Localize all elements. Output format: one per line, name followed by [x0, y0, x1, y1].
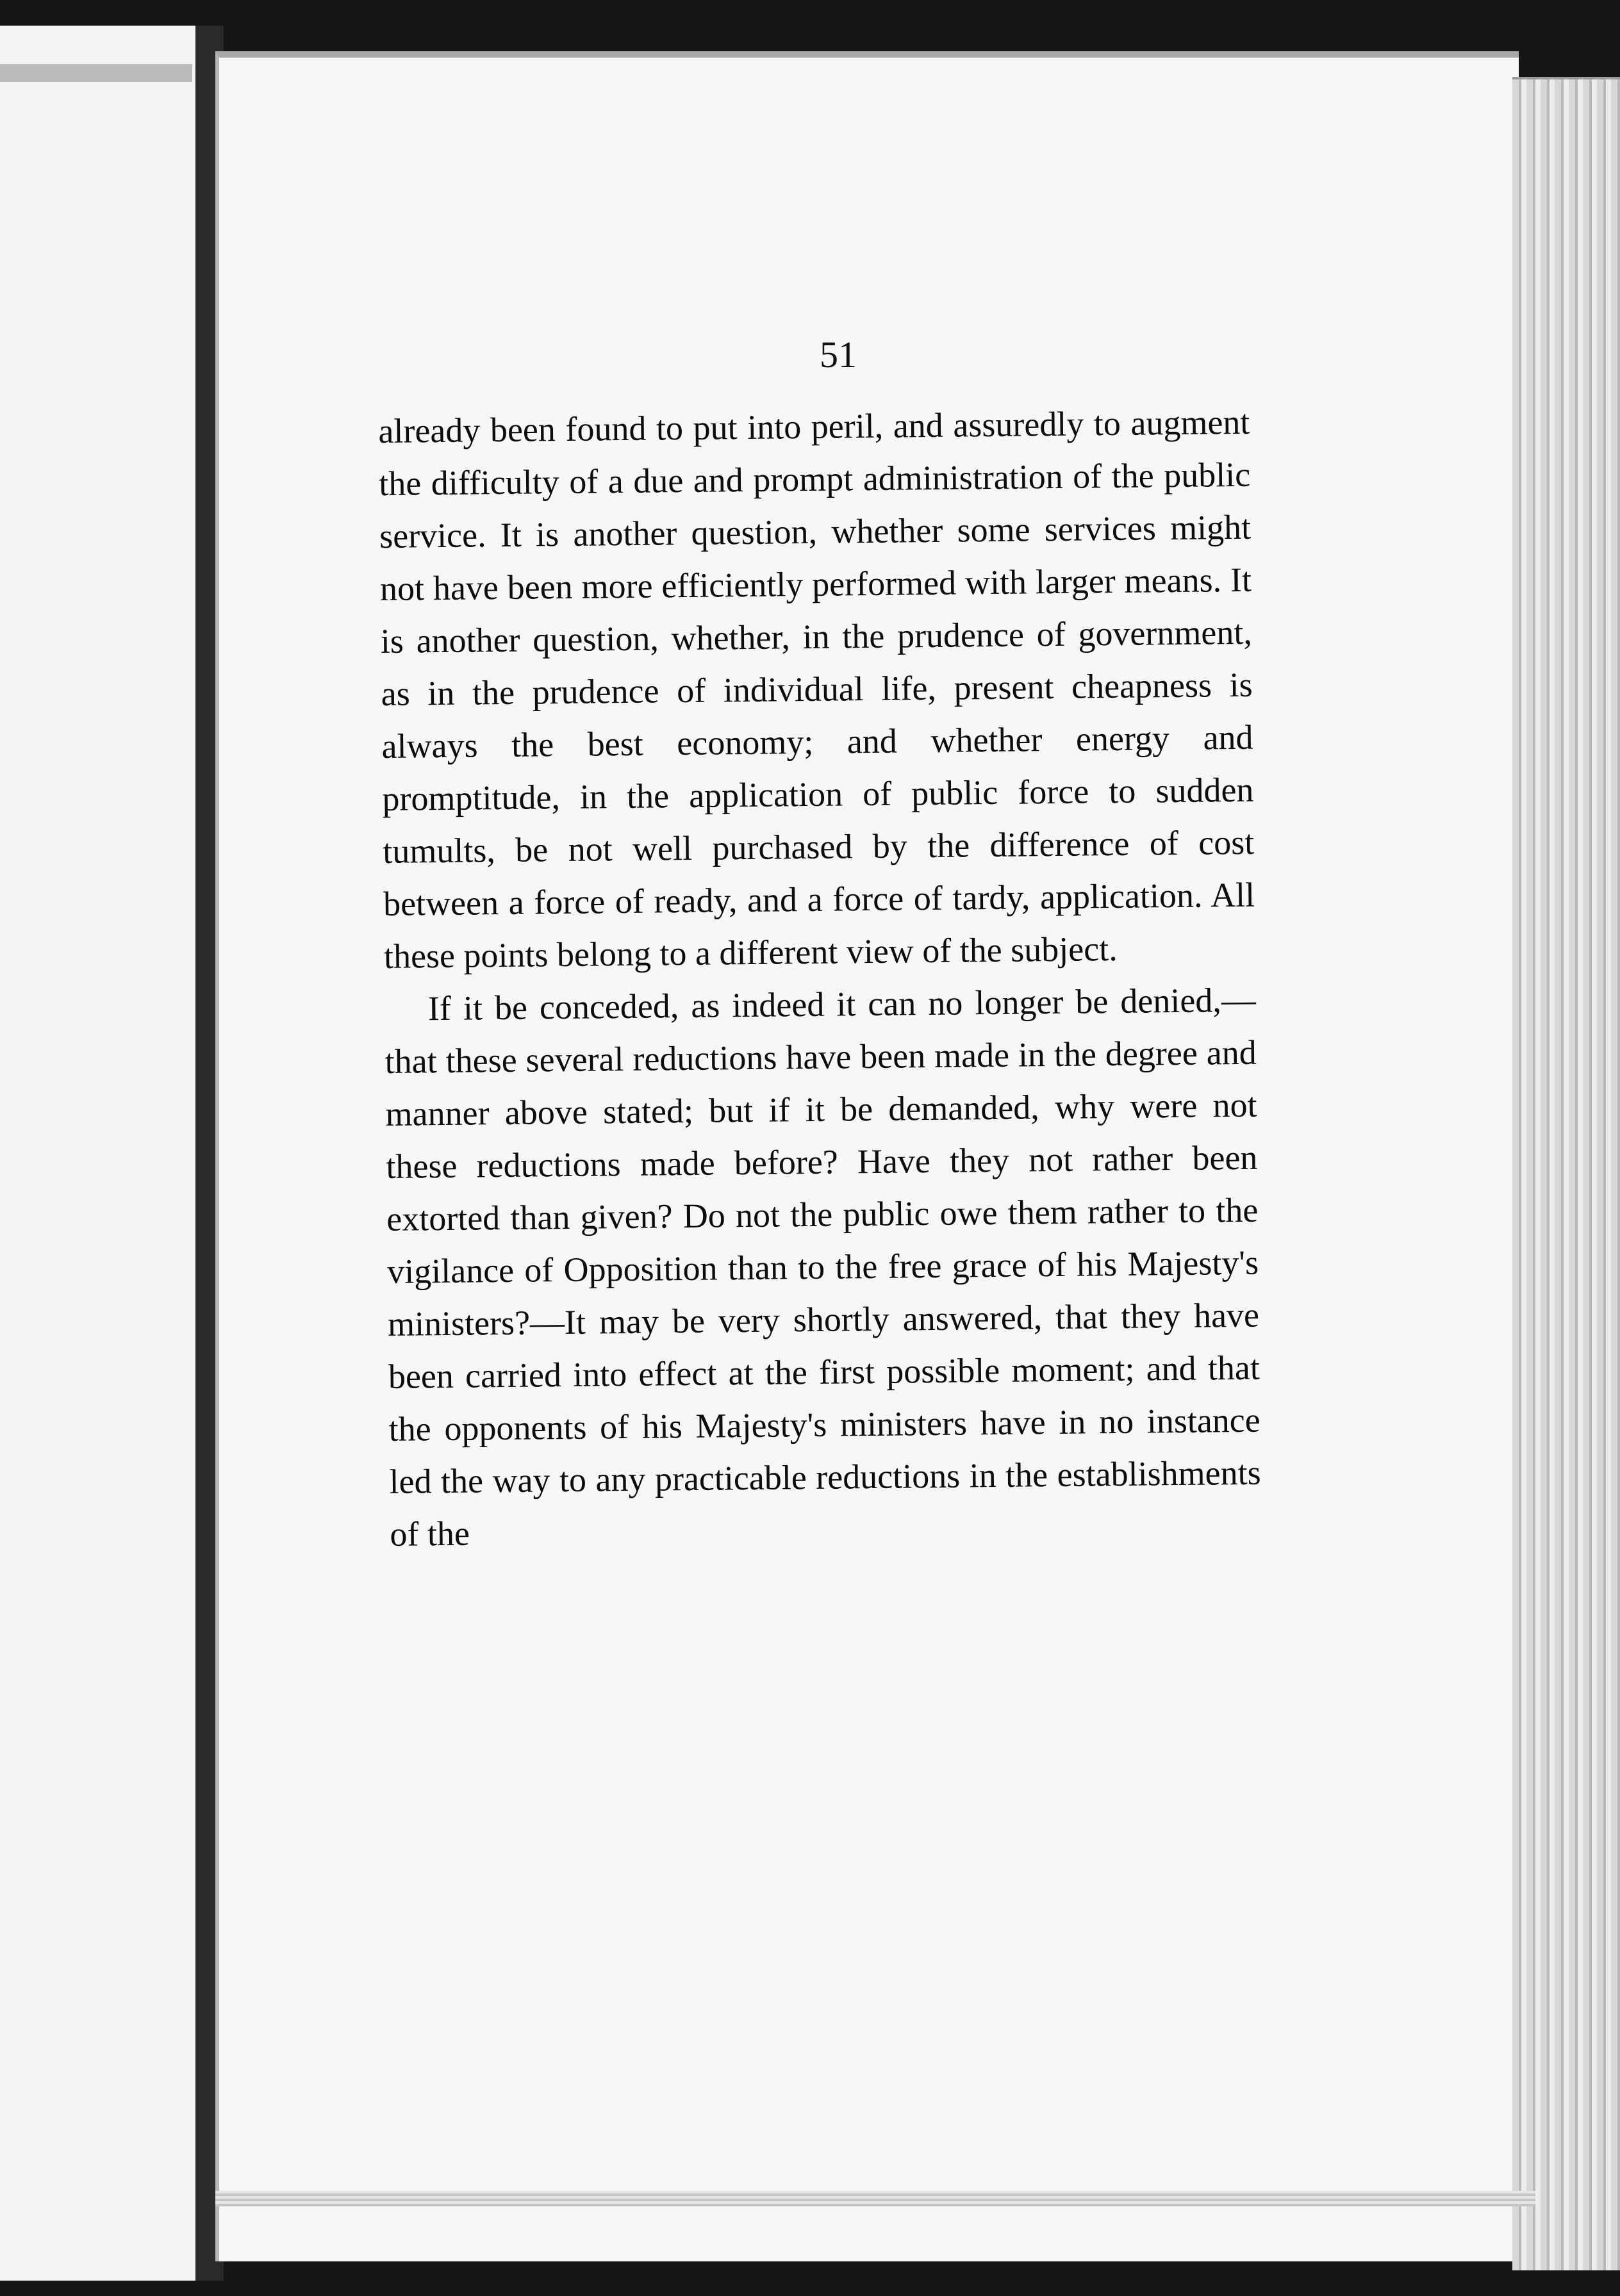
- paragraph-1: already been found to put into peril, and assuredly to augment the difficulty of a due and prompt administration of the public service. It is another question, whether some services might not have been more efficiently performed with larger means. It is another question, whether, in the prudence of government, as in the prudence of individual life, present cheapness is always the best economy; and whether energy and promptitude, in the application of public force to sudden tumults, be not well purchased by the difference of cost between a force of ready, and a force of tardy, application. All these points belong to a different view of the subject.: [378, 402, 1255, 976]
- paragraph-2: If it be conceded, as indeed it can no longer be denied,—that these several reductions have been made in the degree and manner above stated; but if it be demanded, why were not these reductions made before? Have they not rather been extorted than given? Do not the public owe them rather to the vigilance of Opposition than to the free grace of his Majesty's ministers?—It may be very shortly answered, that they have been carried into effect at the first possible moment; and that the opponents of his Majesty's ministers have in no instance led the way to any practicable reductions in the establishments of the: [384, 980, 1261, 1554]
- body-text: [378, 396, 1262, 1561]
- page-stack-edges: [1512, 77, 1620, 2270]
- left-page-edge: [0, 26, 199, 2281]
- page-number: 51: [820, 334, 857, 375]
- left-page-shadow: [0, 64, 192, 82]
- bottom-page-edges: [215, 2191, 1535, 2206]
